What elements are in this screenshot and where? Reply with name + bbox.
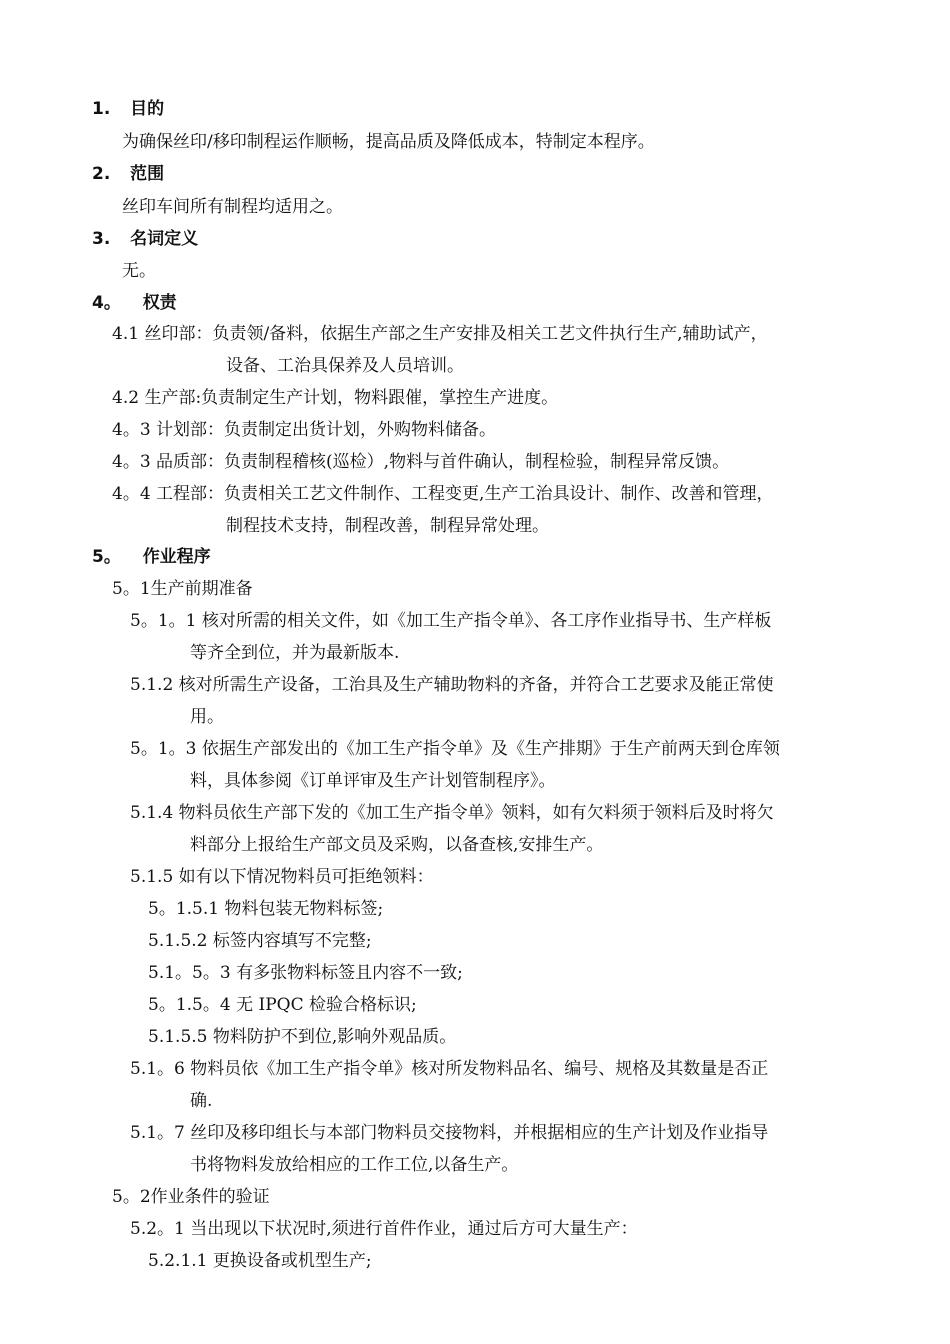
subsection-5-1-title: 5。1生产前期准备 [112,579,253,599]
procedure-item: 5.1。7 丝印及移印组长与本部门物料员交接物料，并根据相应的生产计划及作业指导 [130,1123,769,1143]
section-3-body: 无。 [122,261,156,281]
responsibility-item: 4。3 品质部：负责制程稽核(巡检）,物料与首件确认，制程检验，制程异常反馈。 [112,452,730,472]
procedure-item: 5.2。1 当出现以下状况时,须进行首件作业，通过后方可大量生产： [130,1219,638,1239]
section-1-heading [92,98,164,120]
procedure-item: 5。1。1 核对所需的相关文件，如《加工生产指令单》、各工序作业指导书、生产样板 [130,611,772,631]
section-1-number: 1. [92,99,111,119]
subsection-5-2-title: 5。2作业条件的验证 [112,1187,270,1207]
procedure-item: 5.1。6 物料员依《加工生产指令单》核对所发物料品名、编号、规格及其数量是否正 [130,1059,769,1079]
procedure-item-continued: 确. [190,1091,213,1111]
procedure-item: 5.1.5 如有以下情况物料员可拒绝领料： [130,867,434,887]
procedure-item: 5.1.4 物料员依生产部下发的《加工生产指令单》领料，如有欠料须于领料后及时将欠 [130,803,774,823]
section-2-title: 范围 [130,164,165,184]
rejection-condition: 5.1.5.5 物料防护不到位,影响外观品质。 [148,1027,457,1047]
procedure-item-continued: 用。 [190,707,224,727]
section-4-number: 4。 [92,293,121,313]
procedure-item: 5。1。3 依据生产部发出的《加工生产指令单》及《生产排期》于生产前两天到仓库领 [130,739,780,759]
responsibility-item: 4.2 生产部:负责制定生产计划，物料跟催，掌控生产进度。 [112,388,559,408]
section-4-title: 权责 [142,293,177,313]
section-3-title: 名词定义 [130,229,199,249]
section-3-number: 3. [92,229,111,249]
rejection-condition: 5.1。5。3 有多张物料标签且内容不一致; [148,963,463,983]
section-1-body: 为确保丝印/移印制程运作顺畅，提高品质及降低成本，特制定本程序。 [122,132,655,152]
responsibility-item: 4。3 计划部：负责制定出货计划，外购物料储备。 [112,420,497,440]
procedure-item-continued: 料部分上报给生产部文员及采购，以备查核,安排生产。 [190,835,604,855]
first-article-condition: 5.2.1.1 更换设备或机型生产; [148,1251,372,1271]
section-5-title: 作业程序 [142,547,211,567]
section-2-heading [92,163,164,185]
responsibility-item: 4。4 工程部：负责相关工艺文件制作、工程变更,生产工治具设计、制作、改善和管理， [112,484,774,504]
rejection-condition: 5。1.5.1 物料包装无物料标签; [148,899,384,919]
section-1-title: 目的 [130,99,165,119]
procedure-item-continued: 料，具体参阅《订单评审及生产计划管制程序》。 [190,771,556,791]
procedure-item-continued: 书将物料发放给相应的工作工位,以备生产。 [190,1155,519,1175]
section-5-number: 5。 [92,547,121,567]
rejection-condition: 5.1.5.2 标签内容填写不完整; [148,931,372,951]
section-4-heading [92,292,177,314]
responsibility-item-continued: 设备、工治具保养及人员培训。 [226,356,464,376]
rejection-condition: 5。1.5。4 无 IPQC 检验合格标识; [148,995,417,1015]
section-2-number: 2. [92,164,111,184]
procedure-item-continued: 等齐全到位，并为最新版本. [190,643,400,663]
section-2-body: 丝印车间所有制程均适用之。 [122,197,343,217]
section-3-heading [92,228,198,250]
section-5-heading [92,546,211,568]
responsibility-item-continued: 制程技术支持，制程改善，制程异常处理。 [226,516,549,536]
procedure-item: 5.1.2 核对所需生产设备，工治具及生产辅助物料的齐备，并符合工艺要求及能正常使 [130,675,774,695]
responsibility-item: 4.1 丝印部：负责领/备料，依据生产部之生产安排及相关工艺文件执行生产,辅助试产， [112,324,768,344]
